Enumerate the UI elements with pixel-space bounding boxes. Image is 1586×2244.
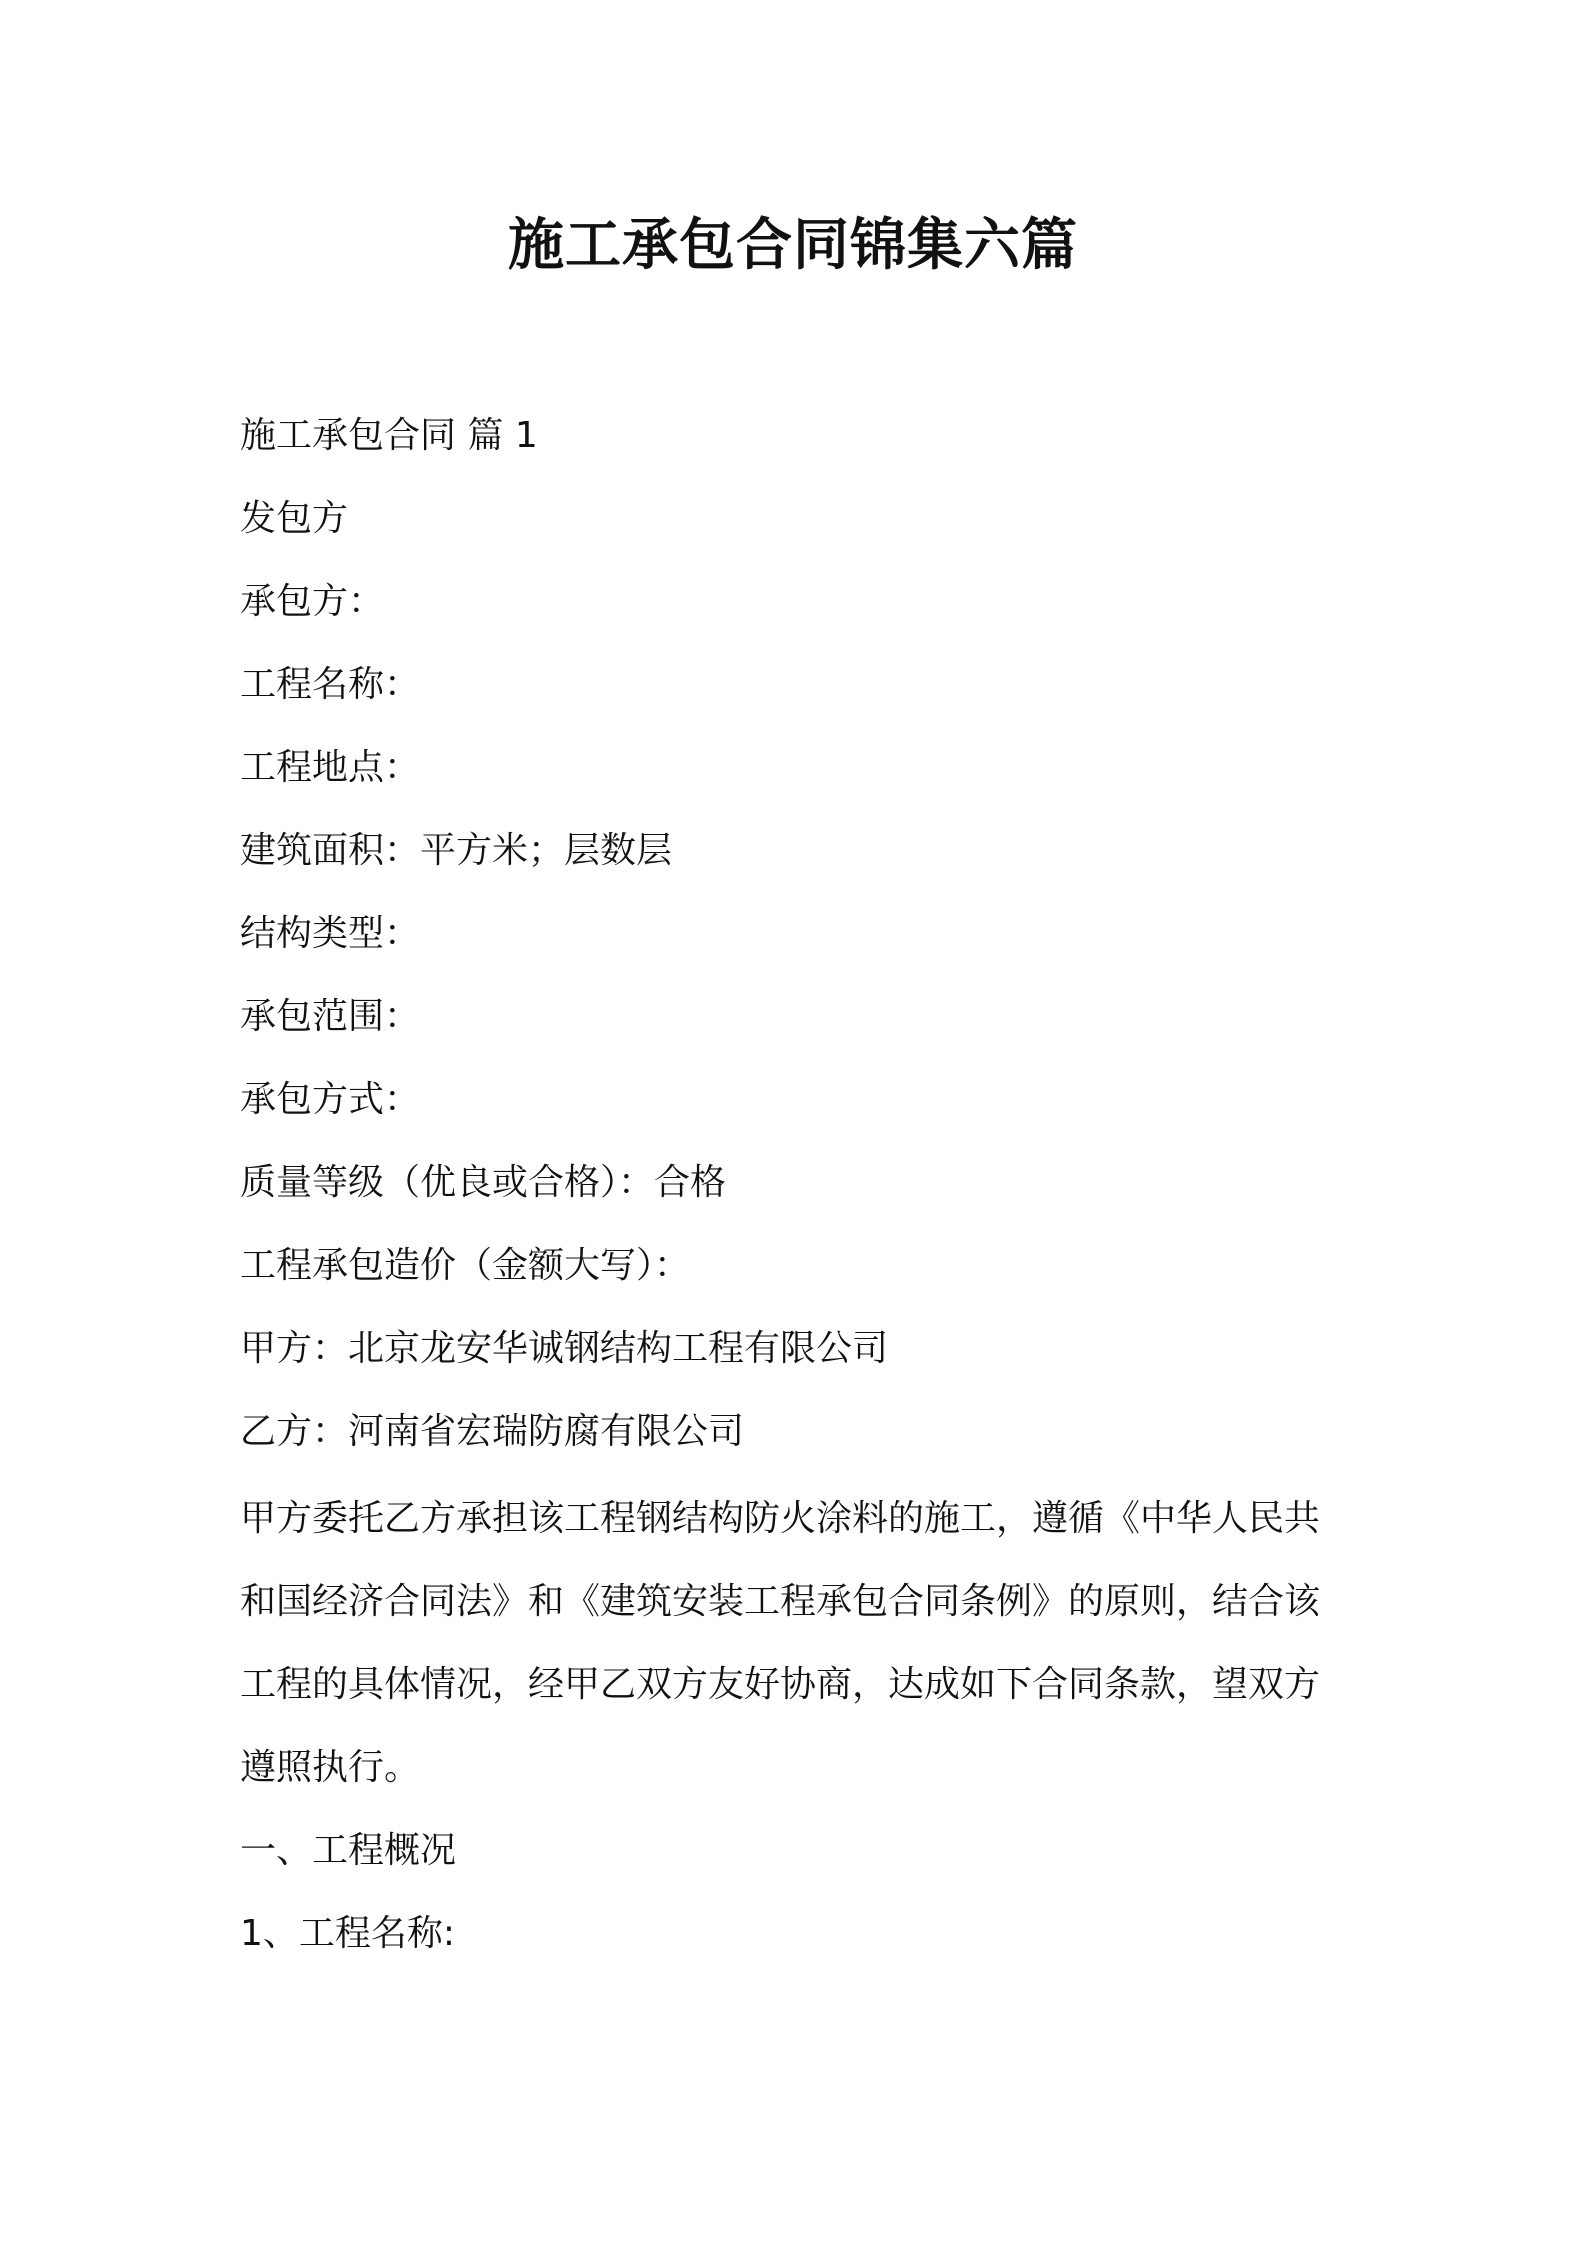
- paragraph-line: 和国经济合同法》和《建筑安装工程承包合同条例》的原则，结合该: [240, 1581, 1321, 1622]
- body-paragraph: [240, 1494, 1360, 1826]
- field-building-area: 建筑面积：平方米；层数层: [240, 830, 673, 871]
- field-contract-price: 工程承包造价（金额大写）：: [240, 1245, 691, 1286]
- field-contract-method: 承包方式：: [240, 1079, 421, 1120]
- field-issuer: 发包方: [240, 498, 349, 539]
- document-title: 施工承包合同锦集六篇: [508, 213, 1078, 278]
- field-quality-grade: 质量等级（优良或合格）：合格: [240, 1162, 727, 1203]
- field-contractor: 承包方：: [240, 581, 385, 622]
- field-project-name: 工程名称：: [240, 664, 421, 705]
- field-party-a: 甲方：北京龙安华诚钢结构工程有限公司: [240, 1328, 889, 1369]
- paragraph-line: 工程的具体情况，经甲乙双方友好协商，达成如下合同条款，望双方: [240, 1664, 1321, 1705]
- field-party-b: 乙方：河南省宏瑞防腐有限公司: [240, 1411, 745, 1452]
- field-structure-type: 结构类型：: [240, 913, 421, 954]
- paragraph-line: 甲方委托乙方承担该工程钢结构防火涂料的施工，遵循《中华人民共: [240, 1498, 1321, 1539]
- field-contract-scope: 承包范围：: [240, 996, 421, 1037]
- paragraph-line: 遵照执行。: [240, 1747, 421, 1788]
- field-project-location: 工程地点：: [240, 747, 421, 788]
- outline-item: 1、工程名称:: [240, 1913, 456, 1954]
- outline-heading: 一、工程概况: [240, 1830, 457, 1871]
- section-heading: 施工承包合同 篇 1: [240, 415, 538, 456]
